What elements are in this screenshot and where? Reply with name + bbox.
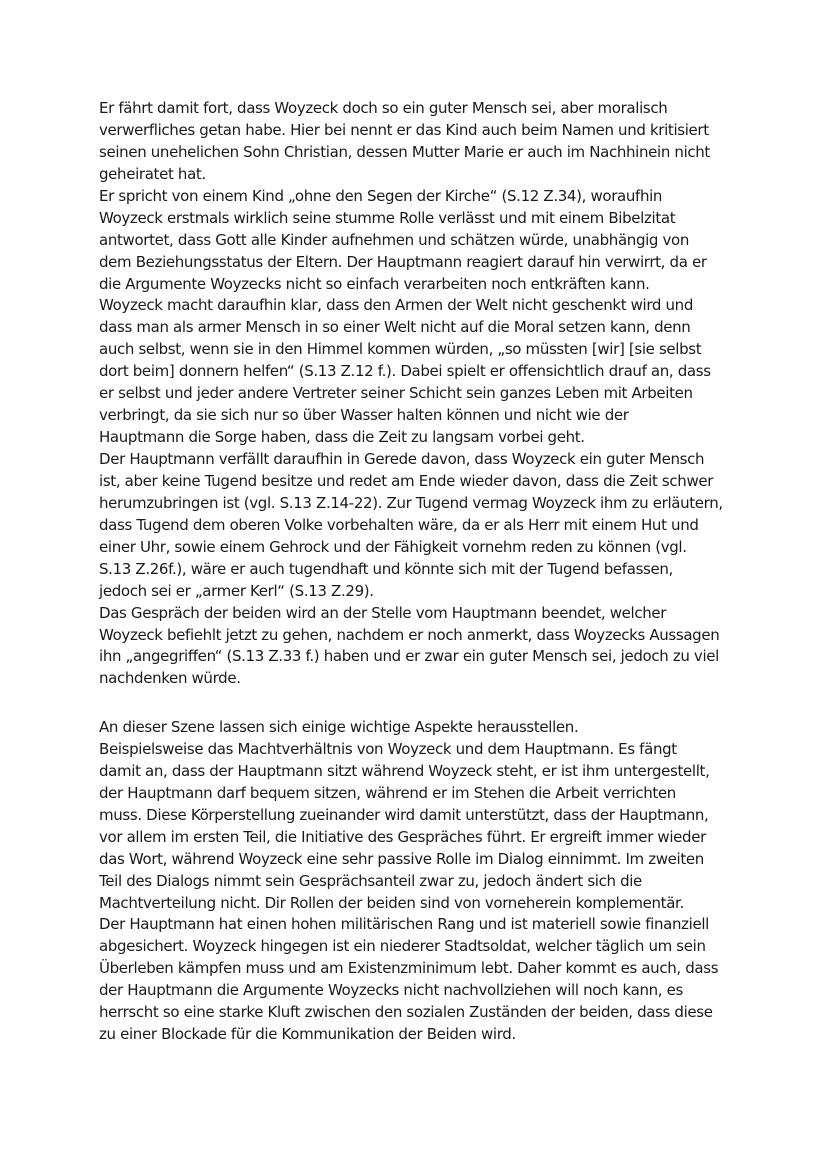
text-line: Der Hauptmann verfällt daraufhin in Gerede davon, dass Woyzeck ein guter Mensch [99, 450, 705, 468]
text-line: Teil des Dialogs nimmt sein Gesprächsanteil zwar zu, jedoch ändert sich die [99, 871, 642, 890]
text-line: zu einer Blockade für die Kommunikation der Beiden wird. [99, 1025, 516, 1044]
text-line: das Wort, während Woyzeck eine sehr passive Rolle im Dialog einnimmt. Im zweiten [99, 849, 704, 868]
text-line: Beispielsweise das Machtverhältnis von Woyzeck und dem Hauptmann. Es fängt [99, 739, 677, 758]
text-line: herrscht so eine starke Kluft zwischen den sozialen Zuständen der beiden, dass diese [99, 1003, 713, 1022]
text-line: der Hauptmann darf bequem sitzen, während er im Stehen die Arbeit verrichten [99, 783, 676, 802]
text-line: der Hauptmann die Argumente Woyzecks nicht nachvollziehen will noch kann, es [99, 981, 683, 1000]
text-line: Woyzeck befiehlt jetzt zu gehen, nachdem er noch anmerkt, dass Woyzecks Aussagen [99, 625, 720, 644]
text-line: damit an, dass der Hauptmann sitzt während Woyzeck steht, er ist ihm untergestellt, [99, 761, 710, 780]
text-line: geheiratet hat. [99, 164, 206, 183]
text-line: jedoch sei er „armer Kerl“ (S.13 Z.29). [99, 581, 374, 600]
text-line: antwortet, dass Gott alle Kinder aufnehmen und schätzen würde, unabhängig von [99, 230, 690, 249]
text-line: Woyzeck macht daraufhin klar, dass den Armen der Welt nicht geschenkt wird und [99, 296, 694, 315]
text-line: herumzubringen ist (vgl. S.13 Z.14-22). Zur Tugend vermag Woyzeck ihm zu erläutern, [99, 493, 723, 512]
paragraph-block-summary [99, 98, 749, 690]
text-line: Der Hauptmann hat einen hohen militärischen Rang und ist materiell sowie finanziell [99, 915, 709, 934]
text-line: verbringt, da sie sich nur so über Wasser halten können und nicht wie der [99, 406, 629, 425]
text-line: nachdenken würde. [99, 669, 241, 688]
text-line: dass Tugend dem oberen Volke vorbehalten wäre, da er als Herr mit einem Hut und [99, 515, 699, 534]
text-line: S.13 Z.26f.), wäre er auch tugendhaft und könnte sich mit der Tugend befassen, [99, 559, 673, 578]
text-line: er selbst und jeder andere Vertreter seiner Schicht sein ganzes Leben mit Arbeiten [99, 384, 693, 403]
text-line: Das Gespräch der beiden wird an der Stelle vom Hauptmann beendet, welcher [99, 603, 667, 622]
text-line: einer Uhr, sowie einem Gehrock und der Fähigkeit vornehm reden zu können (vgl. [99, 537, 687, 556]
text-line: Er spricht von einem Kind „ohne den Segen der Kirche“ (S.12 Z.34), woraufhin [99, 186, 663, 205]
text-line: dem Beziehungsstatus der Eltern. Der Hauptmann reagiert darauf hin verwirrt, da er [99, 252, 707, 271]
text-line: muss. Diese Körperstellung zueinander wird damit unterstützt, dass der Hauptmann, [99, 805, 709, 824]
paragraph-block-analysis [99, 717, 749, 1046]
text-line: seinen unehelichen Sohn Christian, dessen Mutter Marie er auch im Nachhinein nicht [99, 142, 710, 161]
text-line: dass man als armer Mensch in so einer Welt nicht auf die Moral setzen kann, denn [99, 318, 691, 337]
text-line: Überleben kämpfen muss und am Existenzminimum lebt. Daher kommt es auch, dass [99, 959, 719, 978]
text-line: Er fährt damit fort, dass Woyzeck doch so ein guter Mensch sei, aber moralisch [99, 99, 668, 117]
text-line: auch selbst, wenn sie in den Himmel kommen würden, „so müssten [wir] [sie selbst [99, 340, 702, 359]
text-line: An dieser Szene lassen sich einige wichtige Aspekte herausstellen. [99, 718, 579, 736]
text-line: verwerfliches getan habe. Hier bei nennt er das Kind auch beim Namen und kritisiert [99, 120, 709, 139]
text-line: dort beim] donnern helfen“ (S.13 Z.12 f.). Dabei spielt er offensichtlich drauf an, dass [99, 362, 711, 381]
text-line: Hauptmann die Sorge haben, dass die Zeit zu langsam vorbei geht. [99, 428, 585, 447]
text-line: ist, aber keine Tugend besitze und redet am Ende wieder davon, dass die Zeit schwer [99, 471, 714, 490]
text-line: abgesichert. Woyzeck hingegen ist ein niederer Stadtsoldat, welcher täglich um sein [99, 937, 706, 956]
text-line: die Argumente Woyzecks nicht so einfach verarbeiten noch entkräften kann. [99, 274, 650, 293]
text-line: Machtverteilung nicht. Dir Rollen der beiden sind von vorneherein komplementär. [99, 893, 684, 912]
text-line: ihn „angegriffen“ (S.13 Z.33 f.) haben und er zwar ein guter Mensch sei, jedoch zu viel [99, 647, 719, 666]
text-line: vor allem im ersten Teil, die Initiative des Gespräches führt. Er ergreift immer wieder [99, 827, 706, 846]
text-line: Woyzeck erstmals wirklich seine stumme Rolle verlässt und mit einem Bibelzitat [99, 208, 676, 227]
